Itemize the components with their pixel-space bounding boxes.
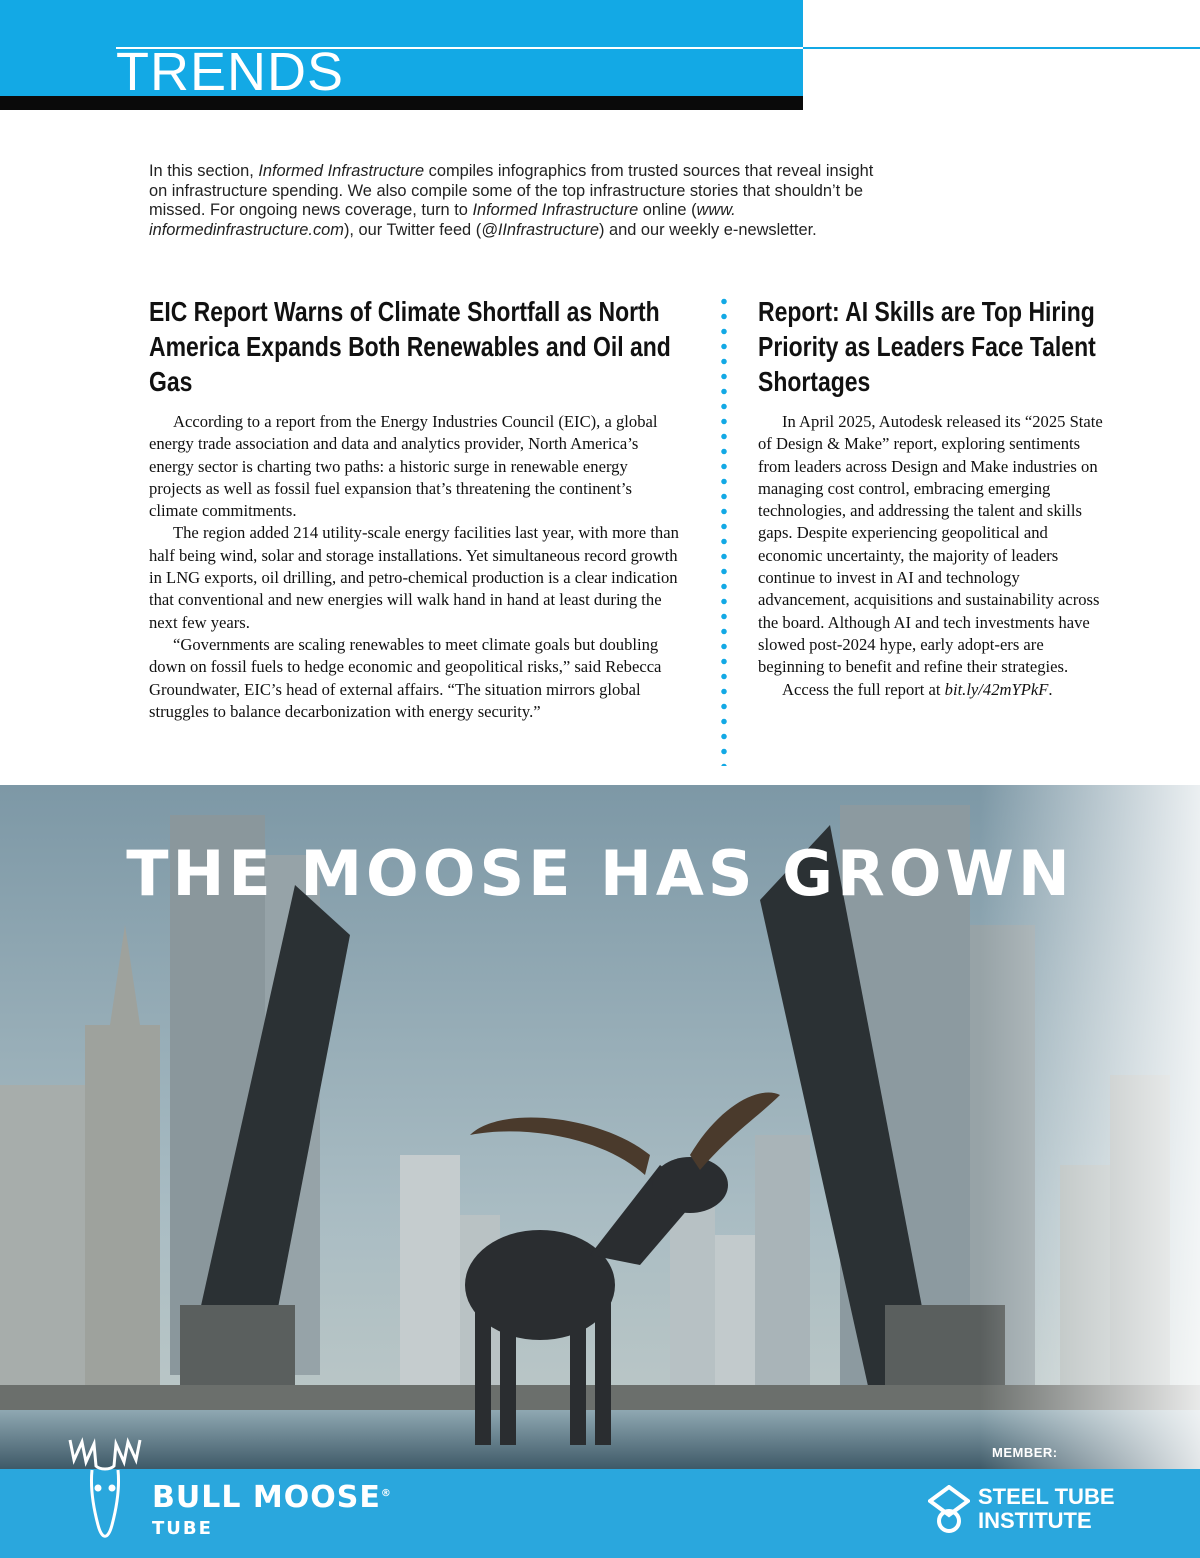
bull-moose-advertisement[interactable]	[0, 785, 1200, 1558]
article-paragraph: “Governments are scaling renewables to meet climate goals but doubling down on fossil fuels to hedge economic and geopolitical risks,” said Rebecca Groundwater, EIC’s head of external affairs. “The situation mirrors global struggles to balance decarbonization with energy security.”	[149, 634, 662, 721]
steel-tube-institute-logo[interactable]	[928, 1485, 1168, 1545]
publication-name: Informed Infrastructure	[472, 201, 639, 219]
access-prefix: Access the full report at	[782, 679, 945, 699]
intro-paragraph	[149, 162, 879, 240]
member-org-name	[978, 1485, 1115, 1533]
intro-text: ), our Twitter feed (	[343, 220, 482, 239]
brand-name-text: BULL MOOSE	[152, 1480, 381, 1515]
publication-name: Informed Infrastructure	[258, 162, 425, 180]
report-link[interactable]: bit.ly/42mYPkF	[944, 679, 1049, 699]
intro-text: ) and our weekly e-newsletter.	[598, 220, 817, 239]
header-rule-extension	[803, 47, 1200, 49]
member-label: MEMBER:	[992, 1445, 1058, 1460]
registered-mark: ®	[380, 1488, 392, 1499]
website-link[interactable]: www. informedinfrastructure.com	[149, 201, 736, 239]
article-ai-skills-report	[758, 294, 1110, 701]
dotted-column-divider	[721, 294, 727, 766]
article-paragraph: In April 2025, Autodesk released its “2025 State of Design & Make” report, exploring sentiments from leaders across Design and Make industries on managing cost control, embracing emerging technologies, and addressing the talent and skills gaps. Despite experiencing geopolitical and economic uncertainty, the majority of leaders continue to invest in AI and technology advancement, acquisitions and sustainability across the board. Although AI and tech investments have slowed post-2024 hype, early adopt-ers are beginning to benefit and refine their strategies.	[758, 412, 1103, 677]
ad-headline: THE MOOSE HAS GROWN	[126, 837, 1074, 910]
steel-tube-institute-icon	[928, 1485, 970, 1535]
article-access-line	[758, 679, 1110, 701]
article-headline: Report: AI Skills are Top Hiring Priority as Leaders Face Talent Shortages	[758, 296, 1096, 397]
intro-text: In this section,	[149, 162, 259, 180]
intro-text: online (	[638, 201, 697, 219]
member-org-line1: STEEL TUBE	[978, 1484, 1115, 1509]
bull-moose-logo[interactable]	[60, 1430, 460, 1550]
twitter-handle[interactable]: @IInfrastructure	[481, 220, 599, 239]
brand-subtitle: TUBE	[152, 1518, 213, 1539]
section-title: TRENDS	[116, 42, 345, 102]
brand-name	[152, 1480, 392, 1515]
intro-text: compiles infographics from trusted sources that reveal insight on infrastructure spending. We also compile some of the top infrastructure stories that shouldn’t be missed. For ongoing news coverage, turn to	[149, 162, 874, 219]
access-suffix: .	[1048, 679, 1053, 699]
moose-head-icon	[60, 1430, 150, 1550]
member-org-line2: INSTITUTE	[978, 1508, 1092, 1533]
article-paragraph: The region added 214 utility-scale energy facilities last year, with more than half being wind, solar and storage installations. Yet simultaneous record growth in LNG exports, oil drilling, and petro-chemical production is a clear indication that conventional and new energies will walk hand in hand at least during the next few years.	[149, 523, 679, 632]
article-paragraph: According to a report from the Energy Industries Council (EIC), a global energy trade association and data and analytics provider, North America’s energy sector is charting two paths: a historic surge in renewable energy projects as well as fossil fuel expansion that’s threatening the continent’s climate commitments.	[149, 412, 658, 521]
article-headline: EIC Report Warns of Climate Shortfall as North America Expands Both Renewables and Oil and Gas	[149, 296, 671, 397]
article-eic-report	[149, 294, 679, 723]
